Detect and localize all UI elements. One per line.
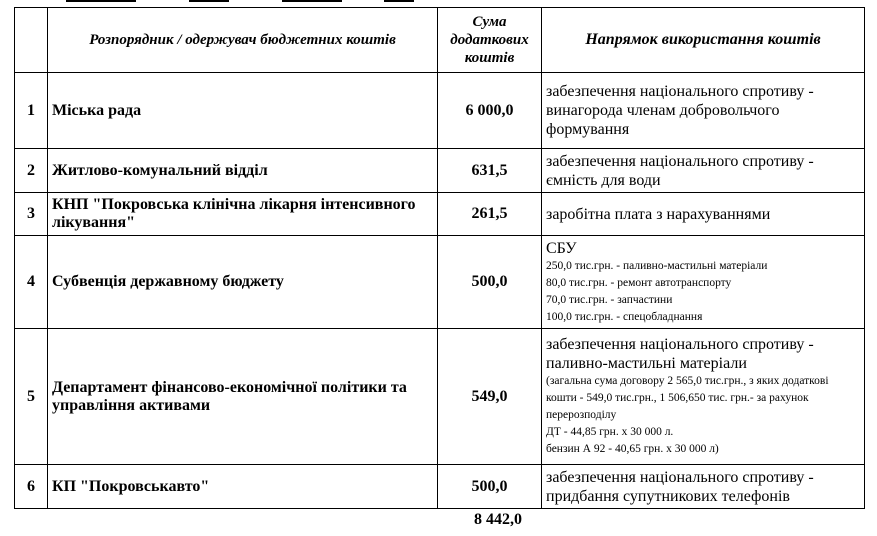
table-row	[15, 193, 865, 236]
row-sum: 261,5	[438, 193, 542, 236]
row-sum: 500,0	[438, 465, 542, 509]
row-direction: забезпечення національного спротиву - придбання супутникових телефонів	[542, 465, 865, 509]
row-sum: 631,5	[438, 149, 542, 193]
row-number: 1	[15, 73, 48, 149]
budget-allocation-table	[14, 7, 865, 509]
header-num	[15, 8, 48, 73]
row-number: 3	[15, 193, 48, 236]
row-direction: забезпечення національного спротиву - винагорода членам добровольчого формування	[542, 73, 865, 149]
table-row	[15, 73, 865, 149]
row-recipient: Міська рада	[48, 73, 438, 149]
row-sum: 500,0	[438, 236, 542, 329]
table-header-row	[15, 8, 865, 73]
row-direction: забезпечення національного спротиву - паливно-мастильні матеріали	[546, 336, 814, 372]
row-number: 2	[15, 149, 48, 193]
row-sum: 549,0	[438, 329, 542, 465]
row-number: 4	[15, 236, 48, 329]
row-direction-cell	[542, 236, 865, 329]
row-number: 6	[15, 465, 48, 509]
row-recipient: Департамент фінансово-економічної політики та управління активами	[48, 329, 438, 465]
header-sum: Сума додаткових коштів	[438, 8, 542, 73]
table-row	[15, 149, 865, 193]
row-recipient: КНП "Покровська клінічна лікарня інтенсивного лікування"	[48, 193, 438, 236]
table-row	[15, 329, 865, 465]
row-direction-cell	[542, 329, 865, 465]
row-sum: 6 000,0	[438, 73, 542, 149]
row-direction: СБУ	[546, 239, 577, 257]
row-recipient: КП "Покровськавто"	[48, 465, 438, 509]
detail-line: (загальна сума договору 2 565,0 тис.грн., з яких додаткові кошти - 549,0 тис.грн., 1 506,650 тис. грн.- за рахунок перерозподілу	[546, 375, 829, 421]
table-row	[15, 236, 865, 329]
row-recipient: Субвенція державному бюджету	[48, 236, 438, 329]
cropped-previous-text	[14, 0, 864, 3]
row-number: 5	[15, 329, 48, 465]
table-row	[15, 465, 865, 509]
row-recipient: Житлово-комунальний відділ	[48, 149, 438, 193]
header-recipient: Розпорядник / одержувач бюджетних коштів	[48, 8, 438, 73]
detail-line: ДТ - 44,85 грн. х 30 000 л.	[546, 426, 674, 438]
detail-line: 100,0 тис.грн. - спецобладнання	[546, 310, 703, 323]
detail-line: 250,0 тис.грн. - паливно-мастильні матеріали	[546, 259, 768, 272]
detail-line: 80,0 тис.грн. - ремонт автотранспорту	[546, 276, 732, 289]
row-direction: забезпечення національного спротиву - ємність для води	[542, 149, 865, 193]
detail-line: 70,0 тис.грн. - запчастини	[546, 293, 673, 306]
header-direction: Напрямок використання коштів	[542, 8, 865, 73]
detail-line: бензин А 92 - 40,65 грн. х 30 000 л)	[546, 443, 719, 455]
total-sum: 8 442,0	[474, 511, 522, 528]
row-direction: заробітна плата з нарахуваннями	[542, 193, 865, 236]
